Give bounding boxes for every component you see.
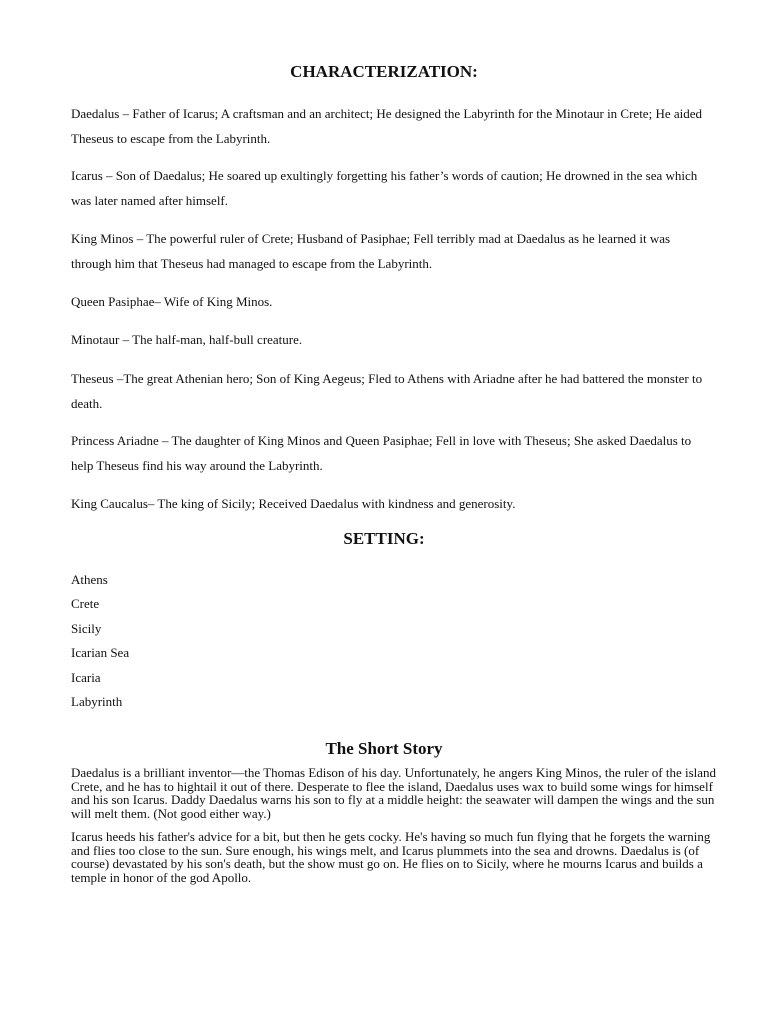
character-entry-princess-ariadne: Princess Ariadne – The daughter of King Minos and Queen Pasiphae; Fell in love with Theseus; She asked Daedalus to help Theseus find his way around the Labyrinth. bbox=[71, 433, 692, 473]
setting-item-sicily: Sicily bbox=[71, 621, 102, 636]
characterization-heading: CHARACTERIZATION: bbox=[290, 62, 478, 81]
character-entry-daedalus: Daedalus – Father of Icarus; A craftsman and an architect; He designed the Labyrinth for the Minotaur in Crete; He aided Theseus to escape from the Labyrinth. bbox=[71, 106, 703, 146]
character-entry-minotaur: Minotaur – The half-man, half-bull creature. bbox=[71, 332, 303, 347]
setting-item-icarian-sea: Icarian Sea bbox=[71, 645, 130, 660]
story-paragraph: Icarus heeds his father's advice for a bit, but then he gets cocky. He's having so much fun flying that he forgets the warning and flies too close to the sun. Sure enough, his wings melt, and Icarus plummets into the sea and drowns. Daedalus is (of course) devastated by his son's death, but the show must go on. He flies on to Sicily, where he mourns Icarus and builds a temple in honor of the god Apollo. bbox=[71, 829, 711, 885]
character-entry-king-minos: King Minos – The powerful ruler of Crete; Husband of Pasiphae; Fell terribly mad at Daedalus as he learned it was through him that Theseus had managed to escape from the Labyrinth. bbox=[71, 231, 671, 271]
character-entry-king-caucalus: King Caucalus– The king of Sicily; Received Daedalus with kindness and generosity. bbox=[71, 496, 516, 511]
character-entry-queen-pasiphae: Queen Pasiphae– Wife of King Minos. bbox=[71, 294, 273, 309]
short-story-heading: The Short Story bbox=[325, 739, 443, 758]
character-entry-icarus: Icarus – Son of Daedalus; He soared up exultingly forgetting his father’s words of caution; He drowned in the sea which was later named after himself. bbox=[71, 168, 698, 208]
setting-item-athens: Athens bbox=[71, 572, 108, 587]
story-paragraph: Daedalus is a brilliant inventor—the Thomas Edison of his day. Unfortunately, he angers King Minos, the ruler of the island Crete, and he has to hightail it out of there. Desperate to flee the island, Daedalus uses wax to build some wings for himself and his son Icarus. Daddy Daedalus warns his son to fly at a middle height: the seawater will dampen the wings and the sun will melt them. (Not good either way.) bbox=[71, 765, 717, 821]
setting-heading: SETTING: bbox=[343, 529, 425, 548]
setting-item-crete: Crete bbox=[71, 596, 100, 611]
setting-item-labyrinth: Labyrinth bbox=[71, 694, 123, 709]
setting-item-icaria: Icaria bbox=[71, 670, 101, 685]
character-entry-theseus: Theseus –The great Athenian hero; Son of King Aegeus; Fled to Athens with Ariadne after he had battered the monster to death. bbox=[71, 371, 703, 411]
